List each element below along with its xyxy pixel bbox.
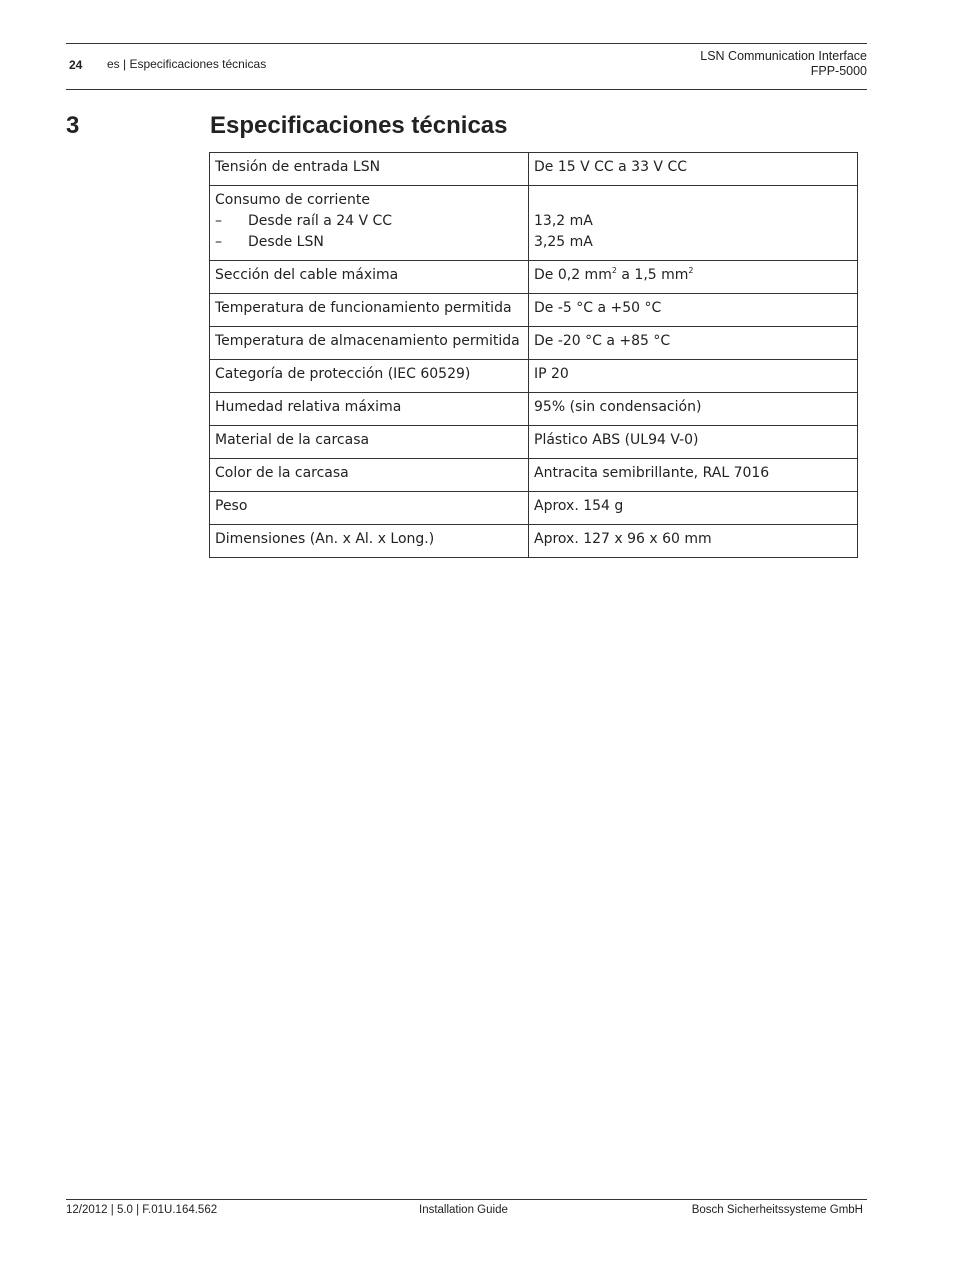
footer-document-id: 12/2012 | 5.0 | F.01U.164.562 xyxy=(66,1204,218,1216)
spec-sub-label: Desde LSN xyxy=(248,234,324,250)
spec-label: Sección del cable máxima xyxy=(210,261,529,294)
header-top-rule xyxy=(66,43,867,44)
table-row xyxy=(210,492,858,525)
table-row xyxy=(210,393,858,426)
table-row xyxy=(210,294,858,327)
spec-sub-item xyxy=(215,232,523,253)
spec-value: De 15 V CC a 33 V CC xyxy=(529,153,858,186)
footer-rule xyxy=(66,1199,867,1200)
footer-company: Bosch Sicherheitssysteme GmbH xyxy=(691,1204,863,1216)
spec-value: Antracita semibrillante, RAL 7016 xyxy=(529,459,858,492)
list-dash: – xyxy=(215,234,222,250)
running-product-title xyxy=(700,49,867,79)
spec-value: De 0,2 mm xyxy=(534,267,612,283)
table-row xyxy=(210,459,858,492)
table-row xyxy=(210,360,858,393)
spec-value-cell xyxy=(529,261,858,294)
spec-value: 95% (sin condensación) xyxy=(529,393,858,426)
chapter-number: 3 xyxy=(66,112,80,139)
table-row xyxy=(210,426,858,459)
spec-label: Humedad relativa máxima xyxy=(210,393,529,426)
spec-value-cell xyxy=(529,186,858,261)
spec-sub-item xyxy=(215,211,523,232)
spec-value: 13,2 mA xyxy=(534,213,593,229)
spec-value: a 1,5 mm xyxy=(616,267,689,283)
table-row xyxy=(210,153,858,186)
spec-value: Aprox. 127 x 96 x 60 mm xyxy=(529,525,858,558)
spec-sub-label: Desde raíl a 24 V CC xyxy=(248,213,393,229)
spec-value: Aprox. 154 g xyxy=(529,492,858,525)
spec-value: De -20 °C a +85 °C xyxy=(529,327,858,360)
spec-label: Dimensiones (An. x Al. x Long.) xyxy=(210,525,529,558)
spec-label: Tensión de entrada LSN xyxy=(210,153,529,186)
spec-label: Consumo de corriente xyxy=(215,192,370,208)
table-row xyxy=(210,261,858,294)
spec-value: IP 20 xyxy=(529,360,858,393)
spec-label: Categoría de protección (IEC 60529) xyxy=(210,360,529,393)
chapter-title: Especificaciones técnicas xyxy=(210,112,508,139)
footer-document-type: Installation Guide xyxy=(419,1204,508,1216)
table-row xyxy=(210,525,858,558)
spec-value: De -5 °C a +50 °C xyxy=(529,294,858,327)
product-name: LSN Communication Interface xyxy=(700,49,867,63)
superscript: 2 xyxy=(611,266,617,275)
table-row xyxy=(210,327,858,360)
running-section-title: es | Especificaciones técnicas xyxy=(107,57,267,71)
spec-value: Plástico ABS (UL94 V-0) xyxy=(529,426,858,459)
spec-label: Peso xyxy=(210,492,529,525)
product-model: FPP-5000 xyxy=(810,64,867,78)
table-row xyxy=(210,186,858,261)
header-bottom-rule xyxy=(66,89,867,90)
spec-label: Temperatura de funcionamiento permitida xyxy=(210,294,529,327)
list-dash: – xyxy=(215,213,222,229)
spec-label-cell xyxy=(210,186,529,261)
superscript: 2 xyxy=(688,266,694,275)
spec-label: Temperatura de almacenamiento permitida xyxy=(210,327,529,360)
spec-label: Material de la carcasa xyxy=(210,426,529,459)
page-number: 24 xyxy=(69,58,83,72)
spec-value: 3,25 mA xyxy=(534,234,593,250)
spec-label: Color de la carcasa xyxy=(210,459,529,492)
specifications-table xyxy=(209,152,858,558)
